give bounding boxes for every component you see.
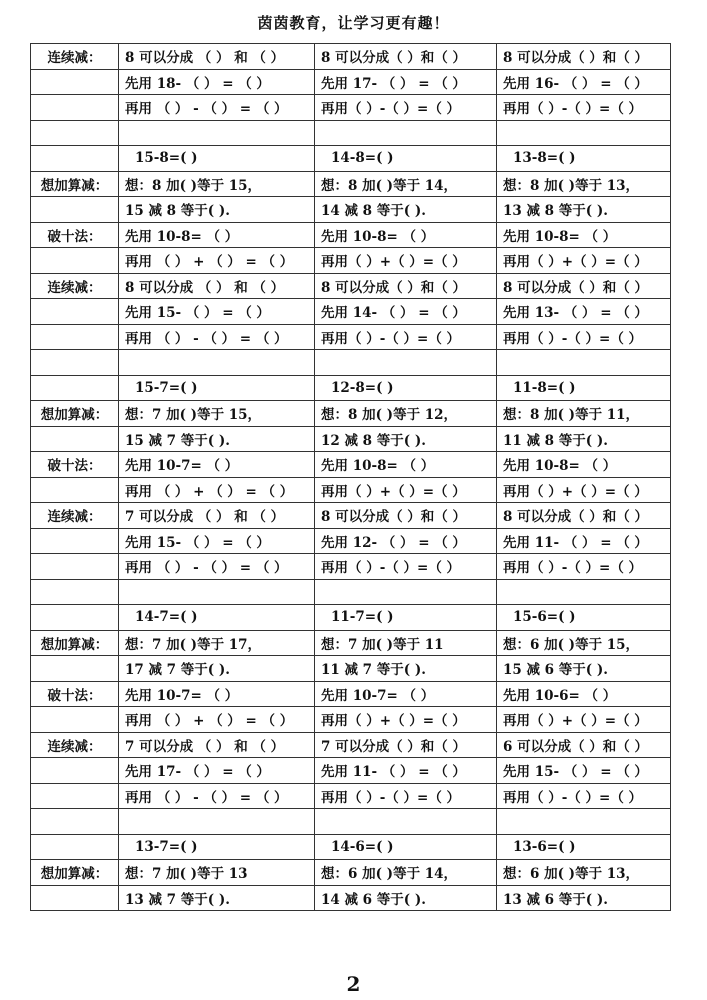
worksheet-row — [31, 426, 671, 452]
row-label — [31, 783, 119, 809]
exercise-cell: 想：8 加( )等于 11， — [497, 401, 671, 427]
worksheet-row — [31, 528, 671, 554]
row-label — [31, 350, 119, 376]
worksheet-row — [31, 732, 671, 758]
exercise-cell: 再用 （ ） - （ ） = （ ） — [119, 324, 315, 350]
worksheet-row — [31, 120, 671, 146]
exercise-cell: 12 减 8 等于( ). — [315, 426, 497, 452]
worksheet-row — [31, 299, 671, 325]
row-label — [31, 248, 119, 274]
exercise-cell: 再用 （ ） + （ ） = （ ） — [119, 248, 315, 274]
exercise-cell — [497, 809, 671, 835]
row-label: 连续减： — [31, 732, 119, 758]
exercise-cell: 先用 17- （ ） = （ ） — [315, 69, 497, 95]
exercise-cell — [497, 120, 671, 146]
exercise-cell: 先用 10-7= （ ） — [119, 452, 315, 478]
exercise-cell — [119, 350, 315, 376]
exercise-cell: 6 可以分成（ ）和（ ） — [497, 732, 671, 758]
exercise-cell: 先用 10-6= （ ） — [497, 681, 671, 707]
problem-cell: 13-6=( ) — [497, 834, 671, 860]
row-label — [31, 120, 119, 146]
exercise-cell: 11 减 8 等于( ). — [497, 426, 671, 452]
exercise-cell: 先用 10-8= （ ） — [497, 222, 671, 248]
exercise-cell: 8 可以分成（ ）和（ ） — [315, 273, 497, 299]
worksheet-row — [31, 95, 671, 121]
worksheet-row — [31, 44, 671, 70]
row-label — [31, 197, 119, 223]
exercise-cell: 再用 （ ） - （ ） = （ ） — [119, 783, 315, 809]
exercise-cell — [497, 350, 671, 376]
page-number: 2 — [346, 972, 361, 996]
exercise-cell: 8 可以分成 （ ） 和 （ ） — [119, 273, 315, 299]
exercise-cell: 再用（ ）+（ ）=（ ） — [315, 707, 497, 733]
exercise-cell: 再用（ ）-（ ）=（ ） — [315, 95, 497, 121]
row-label: 想加算减： — [31, 401, 119, 427]
worksheet-row — [31, 579, 671, 605]
exercise-cell: 想：8 加( )等于 15， — [119, 171, 315, 197]
worksheet-row — [31, 834, 671, 860]
worksheet-row — [31, 605, 671, 631]
exercise-cell: 8 可以分成（ ）和（ ） — [497, 273, 671, 299]
exercise-cell: 先用 10-8= （ ） — [119, 222, 315, 248]
exercise-cell: 15 减 7 等于( ). — [119, 426, 315, 452]
problem-cell: 15-7=( ) — [119, 375, 315, 401]
worksheet-row — [31, 273, 671, 299]
exercise-cell: 8 可以分成（ ）和（ ） — [315, 44, 497, 70]
row-label — [31, 324, 119, 350]
exercise-cell: 17 减 7 等于( ). — [119, 656, 315, 682]
exercise-cell: 再用 （ ） + （ ） = （ ） — [119, 707, 315, 733]
exercise-cell: 先用 15- （ ） = （ ） — [497, 758, 671, 784]
exercise-cell: 11 减 7 等于( ). — [315, 656, 497, 682]
worksheet-row — [31, 681, 671, 707]
row-label — [31, 69, 119, 95]
exercise-cell: 13 减 6 等于( ). — [497, 885, 671, 911]
exercise-cell: 先用 10-7= （ ） — [315, 681, 497, 707]
exercise-cell: 想：8 加( )等于 12， — [315, 401, 497, 427]
exercise-cell: 再用（ ）-（ ）=（ ） — [497, 554, 671, 580]
exercise-cell: 8 可以分成 （ ） 和 （ ） — [119, 44, 315, 70]
exercise-cell: 先用 10-8= （ ） — [497, 452, 671, 478]
row-label — [31, 605, 119, 631]
exercise-cell: 想：8 加( )等于 13， — [497, 171, 671, 197]
exercise-cell: 先用 13- （ ） = （ ） — [497, 299, 671, 325]
exercise-cell: 想：7 加( )等于 11 — [315, 630, 497, 656]
exercise-cell: 7 可以分成 （ ） 和 （ ） — [119, 732, 315, 758]
worksheet-row — [31, 69, 671, 95]
exercise-cell: 先用 11- （ ） = （ ） — [497, 528, 671, 554]
exercise-cell: 15 减 6 等于( ). — [497, 656, 671, 682]
exercise-cell: 先用 12- （ ） = （ ） — [315, 528, 497, 554]
problem-cell: 11-7=( ) — [315, 605, 497, 631]
row-label — [31, 656, 119, 682]
exercise-cell: 再用（ ）+（ ）=（ ） — [497, 477, 671, 503]
exercise-cell — [119, 120, 315, 146]
problem-cell: 13-8=( ) — [497, 146, 671, 172]
row-label — [31, 809, 119, 835]
row-label — [31, 834, 119, 860]
exercise-cell: 想：7 加( )等于 13 — [119, 860, 315, 886]
worksheet-row — [31, 809, 671, 835]
exercise-cell: 先用 18- （ ） = （ ） — [119, 69, 315, 95]
row-label: 连续减： — [31, 44, 119, 70]
worksheet-row — [31, 401, 671, 427]
worksheet-row — [31, 452, 671, 478]
exercise-cell: 再用（ ）-（ ）=（ ） — [497, 324, 671, 350]
exercise-cell: 7 可以分成（ ）和（ ） — [315, 732, 497, 758]
page-header: 茵茵教育，让学习更有趣！ — [257, 14, 450, 32]
problem-cell: 14-8=( ) — [315, 146, 497, 172]
exercise-cell: 再用（ ）+（ ）=（ ） — [315, 477, 497, 503]
worksheet-row — [31, 324, 671, 350]
row-label — [31, 426, 119, 452]
row-label: 破十法： — [31, 222, 119, 248]
worksheet-row — [31, 375, 671, 401]
row-label — [31, 758, 119, 784]
row-label — [31, 299, 119, 325]
problem-cell: 12-8=( ) — [315, 375, 497, 401]
row-label: 连续减： — [31, 503, 119, 529]
exercise-cell: 想：8 加( )等于 14， — [315, 171, 497, 197]
exercise-cell: 再用（ ）-（ ）=（ ） — [497, 95, 671, 121]
row-label — [31, 95, 119, 121]
worksheet-row — [31, 758, 671, 784]
problem-cell: 14-6=( ) — [315, 834, 497, 860]
worksheet-row — [31, 656, 671, 682]
exercise-cell: 先用 10-8= （ ） — [315, 452, 497, 478]
worksheet-row — [31, 248, 671, 274]
exercise-cell: 14 减 6 等于( ). — [315, 885, 497, 911]
exercise-cell: 7 可以分成 （ ） 和 （ ） — [119, 503, 315, 529]
row-label — [31, 528, 119, 554]
row-label — [31, 885, 119, 911]
worksheet-row — [31, 860, 671, 886]
row-label — [31, 554, 119, 580]
exercise-cell: 8 可以分成（ ）和（ ） — [315, 503, 497, 529]
exercise-cell: 先用 11- （ ） = （ ） — [315, 758, 497, 784]
problem-cell: 11-8=( ) — [497, 375, 671, 401]
exercise-cell: 想：7 加( )等于 17， — [119, 630, 315, 656]
row-label — [31, 375, 119, 401]
exercise-cell: 先用 10-8= （ ） — [315, 222, 497, 248]
worksheet-table — [30, 43, 671, 911]
exercise-cell: 先用 15- （ ） = （ ） — [119, 528, 315, 554]
worksheet-row — [31, 197, 671, 223]
exercise-cell: 想：7 加( )等于 15， — [119, 401, 315, 427]
row-label: 破十法： — [31, 452, 119, 478]
row-label — [31, 707, 119, 733]
row-label: 想加算减： — [31, 171, 119, 197]
row-label — [31, 477, 119, 503]
exercise-cell — [119, 809, 315, 835]
exercise-cell: 再用 （ ） - （ ） = （ ） — [119, 95, 315, 121]
worksheet-row — [31, 477, 671, 503]
exercise-cell: 再用（ ）+（ ）=（ ） — [497, 707, 671, 733]
exercise-cell: 想：6 加( )等于 13， — [497, 860, 671, 886]
exercise-cell: 14 减 8 等于( ). — [315, 197, 497, 223]
problem-cell: 15-6=( ) — [497, 605, 671, 631]
exercise-cell: 先用 17- （ ） = （ ） — [119, 758, 315, 784]
exercise-cell — [315, 809, 497, 835]
row-label — [31, 146, 119, 172]
exercise-cell: 再用 （ ） - （ ） = （ ） — [119, 554, 315, 580]
exercise-cell — [315, 579, 497, 605]
worksheet-row — [31, 630, 671, 656]
exercise-cell: 再用（ ）+（ ）=（ ） — [497, 248, 671, 274]
exercise-cell: 再用（ ）-（ ）=（ ） — [315, 554, 497, 580]
worksheet-row — [31, 222, 671, 248]
exercise-cell — [315, 350, 497, 376]
row-label — [31, 579, 119, 605]
exercise-cell — [497, 579, 671, 605]
worksheet-row — [31, 554, 671, 580]
worksheet-row — [31, 783, 671, 809]
row-label: 连续减： — [31, 273, 119, 299]
row-label: 想加算减： — [31, 630, 119, 656]
problem-cell: 14-7=( ) — [119, 605, 315, 631]
exercise-cell: 8 可以分成（ ）和（ ） — [497, 503, 671, 529]
exercise-cell: 先用 14- （ ） = （ ） — [315, 299, 497, 325]
worksheet-row — [31, 707, 671, 733]
worksheet-row — [31, 503, 671, 529]
problem-cell: 13-7=( ) — [119, 834, 315, 860]
problem-cell: 15-8=( ) — [119, 146, 315, 172]
exercise-cell — [119, 579, 315, 605]
exercise-cell: 再用（ ）-（ ）=（ ） — [315, 783, 497, 809]
exercise-cell — [315, 120, 497, 146]
worksheet-row — [31, 350, 671, 376]
exercise-cell: 先用 10-7= （ ） — [119, 681, 315, 707]
exercise-cell: 想：6 加( )等于 14， — [315, 860, 497, 886]
exercise-cell: 再用（ ）+（ ）=（ ） — [315, 248, 497, 274]
worksheet-row — [31, 146, 671, 172]
exercise-cell: 再用（ ）-（ ）=（ ） — [315, 324, 497, 350]
exercise-cell: 先用 15- （ ） = （ ） — [119, 299, 315, 325]
exercise-cell: 再用（ ）-（ ）=（ ） — [497, 783, 671, 809]
exercise-cell: 13 减 8 等于( ). — [497, 197, 671, 223]
exercise-cell: 13 减 7 等于( ). — [119, 885, 315, 911]
row-label: 想加算减： — [31, 860, 119, 886]
worksheet-row — [31, 885, 671, 911]
exercise-cell: 8 可以分成（ ）和（ ） — [497, 44, 671, 70]
worksheet-row — [31, 171, 671, 197]
row-label: 破十法： — [31, 681, 119, 707]
exercise-cell: 想：6 加( )等于 15， — [497, 630, 671, 656]
exercise-cell: 再用 （ ） + （ ） = （ ） — [119, 477, 315, 503]
exercise-cell: 15 减 8 等于( ). — [119, 197, 315, 223]
exercise-cell: 先用 16- （ ） = （ ） — [497, 69, 671, 95]
